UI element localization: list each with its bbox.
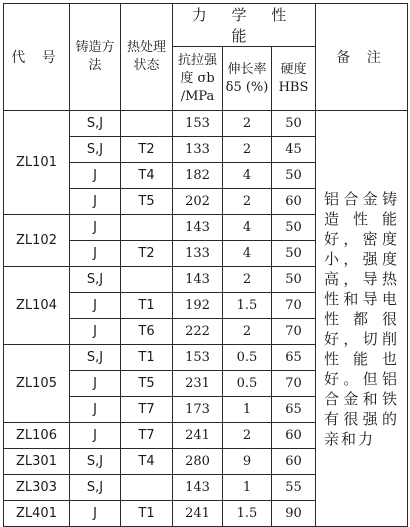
header-remarks: 备 注 [316, 4, 408, 111]
cell-elongation: 2 [223, 137, 272, 163]
cell-casting-method: S,J [70, 137, 121, 163]
cell-hardness: 50 [272, 241, 316, 267]
cell-heat-treatment: T1 [121, 293, 173, 319]
cell-elongation: 9 [223, 449, 272, 475]
cell-tensile-strength: 153 [173, 111, 223, 137]
cell-tensile-strength: 133 [173, 137, 223, 163]
cell-elongation: 4 [223, 241, 272, 267]
cell-code: ZL301 [4, 449, 70, 475]
cell-casting-method: J [70, 215, 121, 241]
cell-elongation: 2 [223, 189, 272, 215]
cell-elongation: 2 [223, 423, 272, 449]
cell-elongation: 0.5 [223, 345, 272, 371]
cell-heat-treatment: T7 [121, 423, 173, 449]
cell-heat-treatment: T1 [121, 501, 173, 527]
cell-hardness: 60 [272, 449, 316, 475]
cell-hardness: 90 [272, 501, 316, 527]
cell-tensile-strength: 153 [173, 345, 223, 371]
cell-elongation: 4 [223, 163, 272, 189]
cell-hardness: 70 [272, 319, 316, 345]
cell-hardness: 55 [272, 475, 316, 501]
cell-casting-method: S,J [70, 449, 121, 475]
header-code: 代 号 [4, 4, 70, 111]
cell-tensile-strength: 143 [173, 215, 223, 241]
cell-casting-method: S,J [70, 111, 121, 137]
cell-code: ZL303 [4, 475, 70, 501]
cell-code: ZL102 [4, 215, 70, 267]
cell-heat-treatment [121, 111, 173, 137]
cell-code: ZL401 [4, 501, 70, 527]
cell-casting-method: J [70, 371, 121, 397]
aluminum-alloy-properties-table [3, 3, 408, 527]
cell-casting-method: J [70, 319, 121, 345]
cell-hardness: 45 [272, 137, 316, 163]
cell-hardness: 50 [272, 267, 316, 293]
cell-casting-method: J [70, 397, 121, 423]
header-casting-method: 铸造方法 [70, 4, 121, 111]
cell-hardness: 50 [272, 111, 316, 137]
cell-hardness: 65 [272, 397, 316, 423]
cell-remarks: 铝合金铸造性能好，密度小，强度高，导热性和导电性都很好，切削性能也好。但铝合金和铁有很强的亲和力 [316, 111, 408, 527]
cell-elongation: 2 [223, 319, 272, 345]
cell-casting-method: S,J [70, 475, 121, 501]
cell-casting-method: J [70, 293, 121, 319]
cell-hardness: 65 [272, 345, 316, 371]
cell-casting-method: J [70, 423, 121, 449]
cell-elongation: 1 [223, 397, 272, 423]
cell-casting-method: S,J [70, 267, 121, 293]
header-elongation: 伸长率 δ5 (%) [223, 47, 272, 111]
cell-tensile-strength: 192 [173, 293, 223, 319]
cell-tensile-strength: 231 [173, 371, 223, 397]
cell-elongation: 2 [223, 111, 272, 137]
cell-hardness: 70 [272, 371, 316, 397]
table-row [4, 111, 408, 137]
cell-heat-treatment: T2 [121, 137, 173, 163]
cell-code: ZL101 [4, 111, 70, 215]
cell-casting-method: S,J [70, 345, 121, 371]
cell-heat-treatment: T7 [121, 397, 173, 423]
cell-elongation: 0.5 [223, 371, 272, 397]
cell-casting-method: J [70, 241, 121, 267]
cell-heat-treatment: T5 [121, 371, 173, 397]
cell-hardness: 60 [272, 189, 316, 215]
cell-hardness: 50 [272, 163, 316, 189]
cell-casting-method: J [70, 189, 121, 215]
cell-heat-treatment: T2 [121, 241, 173, 267]
cell-casting-method: J [70, 501, 121, 527]
cell-tensile-strength: 280 [173, 449, 223, 475]
cell-tensile-strength: 182 [173, 163, 223, 189]
cell-heat-treatment [121, 475, 173, 501]
cell-heat-treatment: T4 [121, 449, 173, 475]
cell-elongation: 4 [223, 215, 272, 241]
cell-tensile-strength: 241 [173, 501, 223, 527]
cell-tensile-strength: 222 [173, 319, 223, 345]
cell-heat-treatment: T1 [121, 345, 173, 371]
table-body [4, 111, 408, 527]
cell-code: ZL105 [4, 345, 70, 423]
cell-elongation: 1.5 [223, 501, 272, 527]
cell-tensile-strength: 202 [173, 189, 223, 215]
cell-heat-treatment [121, 267, 173, 293]
cell-elongation: 2 [223, 267, 272, 293]
header-heat-treatment: 热处理状态 [121, 4, 173, 111]
cell-heat-treatment: T5 [121, 189, 173, 215]
cell-tensile-strength: 173 [173, 397, 223, 423]
cell-hardness: 60 [272, 423, 316, 449]
cell-code: ZL106 [4, 423, 70, 449]
cell-hardness: 50 [272, 215, 316, 241]
cell-tensile-strength: 241 [173, 423, 223, 449]
header-mechanical-properties: 力 学 性 能 [173, 4, 316, 47]
cell-casting-method: J [70, 163, 121, 189]
cell-heat-treatment: T4 [121, 163, 173, 189]
cell-tensile-strength: 143 [173, 267, 223, 293]
cell-hardness: 70 [272, 293, 316, 319]
cell-heat-treatment: T6 [121, 319, 173, 345]
cell-elongation: 1 [223, 475, 272, 501]
cell-tensile-strength: 143 [173, 475, 223, 501]
header-tensile-strength: 抗拉强度 σb /MPa [173, 47, 223, 111]
cell-tensile-strength: 133 [173, 241, 223, 267]
cell-code: ZL104 [4, 267, 70, 345]
cell-elongation: 1.5 [223, 293, 272, 319]
cell-heat-treatment [121, 215, 173, 241]
header-hardness: 硬度 HBS [272, 47, 316, 111]
